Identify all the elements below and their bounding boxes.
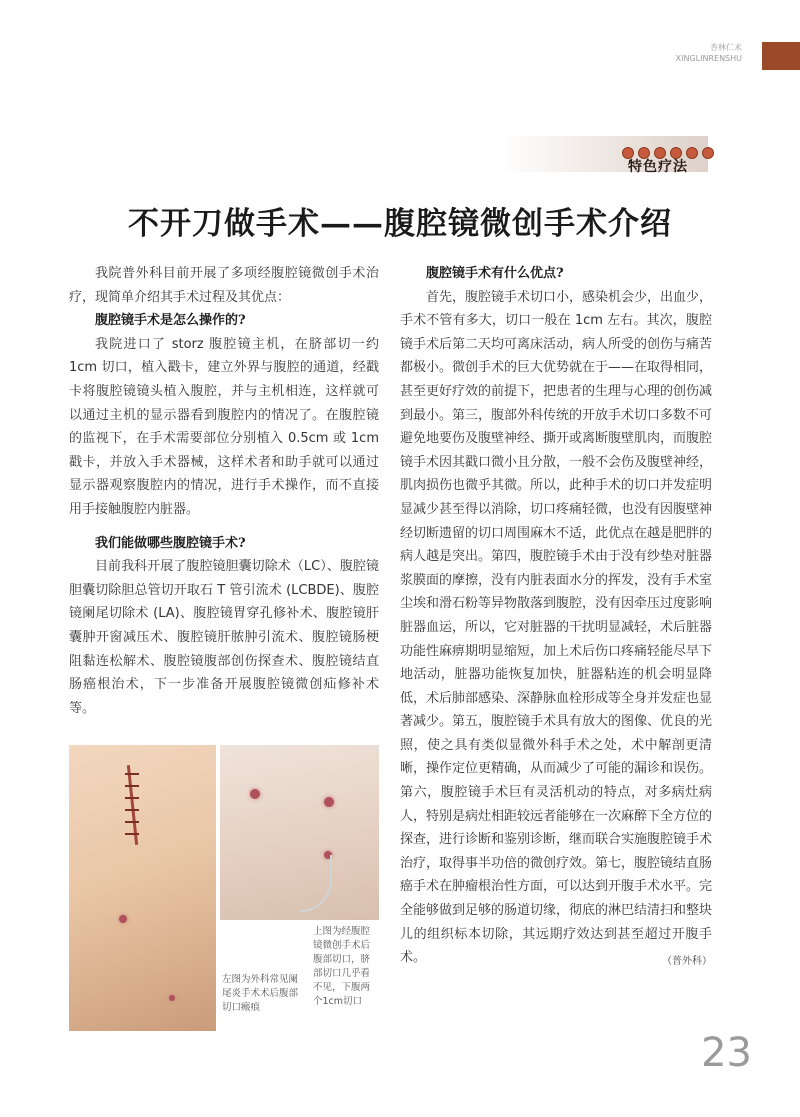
intro-paragraph: 我院普外科目前开展了多项经腹腔镜微创手术治疗，现简单介绍其手术过程及其优点： — [69, 266, 379, 305]
section2-body: 目前我科开展了腹腔镜胆囊切除术（LC）、腹腔镜胆囊切除胆总管切开取石 T 管引流术 (LCBDE)、腹腔镜阑尾切除术 (LA)、腹腔镜胃穿孔修补术、腹腔镜肝囊肿开窗减压术、腹腔镜肝脓肿引流术、腹腔镜肠梗阻黏连松解术、腹腔镜腹部创伤探查术、腹腔镜结直肠癌根治术，下一步准备开展腹腔镜微创疝修补术等。 — [69, 559, 379, 716]
article-title: 不开刀做手术——腹腔镜微创手术介绍 — [128, 206, 672, 242]
left-column — [69, 262, 379, 720]
page-number: 23 — [701, 1030, 752, 1076]
section3-body: 首先，腹腔镜手术切口小，感染机会少，出血少，手术不管有多大，切口一般在 1cm 左右。其次，腹腔镜手术后第二天均可离床活动，病人所受的创伤与痛苦都极小。微创手术的巨大优势就在于——在取得相同，甚至更好疗效的前提下，把患者的生理与心理的创伤减到最小。第三，腹部外科传统的开放手术切口多数不可避免地要伤及腹壁神经、撕开或离断腹壁肌肉，而腹腔镜手术因其戳口微小且分散，一般不会伤及腹壁神经，肌肉损伤也微乎其微。所以，此种手术的切口并发症明显减少甚至得以消除，切口疼痛轻微，也没有因腹壁神经切断遗留的切口周围麻木不适，此优点在越是肥胖的病人越是突出。第四，腹腔镜手术由于没有纱垫对脏器浆膜面的摩擦，没有内脏表面水分的挥发，没有手术室尘埃和滑石粉等异物散落到腹腔，没有因牵压过度影响脏器血运，所以，它对脏器的干扰明显减轻，术后脏器功能性麻痹期明显缩短，加上术后伤口疼痛轻能尽早下地活动，脏器功能恢复加快，脏器粘连的机会明显降低，术后肺部感染、深静脉血栓形成等全身并发症也显著减少。第五，腹腔镜手术具有放大的图像、优良的光照，使之具有类似显微外科手术之处，术中解剖更清晰，操作定位更精确，从而减少了可能的漏诊和误伤。第六，腹腔镜手术巨有灵活机动的特点，对多病灶病人，特别是病灶相距较远者能够在一次麻醉下全方位的探查，进行诊断和鉴别诊断，继而联合实施腹腔镜手术治疗，取得事半功倍的微创疗效。第七，腹腔镜结直肠癌手术在肿瘤根治性方面，可以达到开腹手术水平。完全能够做到足够的肠道切缘，彻底的淋巴结清扫和整块儿的组织标本切除，其远期疗效达到甚至超过开腹手术。 — [400, 289, 713, 966]
section1-body: 我院进口了 storz 腹腔镜主机，在脐部切一约 1cm 切口，植入戳卡，建立外界与腹腔的通道，经戳卡将腹腔镜镜头植入腹腔，并与主机相连，这样就可以通过主机的显示器看到腹腔内的情况了。在腹腔镜的监视下，在手术需要部位分别植入 0.5cm 或 1cm 戳卡，并放入手术器械，这样术者和助手就可以通过显示器观察腹腔内的情况，进行手术操作，而不直接用手接触腹腔内脏器。 — [69, 336, 379, 517]
running-header — [676, 42, 742, 64]
caption-right-photo: 上图为经腹腔镜微创手术后腹部切口，脐部切口几乎看不见，下腹两个1cm切口 — [313, 926, 371, 1007]
header-brand-en: XINGLINRENSHU — [675, 54, 742, 63]
header-brand-cn: 杏林仁术 — [710, 43, 742, 52]
section3-heading: 腹腔镜手术有什么优点? — [426, 266, 564, 281]
section2-heading: 我们能做哪些腹腔镜手术? — [95, 535, 246, 551]
section-label: 特色疗法 — [628, 159, 688, 175]
right-column — [400, 262, 712, 973]
photo-open-surgery-scar — [69, 745, 216, 1031]
author-credit: （普外科） — [662, 955, 712, 967]
section1-heading: 腹腔镜手术是怎么操作的? — [95, 313, 246, 329]
header-color-block — [762, 42, 800, 70]
flower-icon — [702, 147, 714, 159]
photo-laparoscopic-incisions — [220, 745, 379, 920]
caption-left-photo: 左图为外科常见阑尾炎手术术后腹部切口瘢痕 — [222, 974, 299, 1013]
